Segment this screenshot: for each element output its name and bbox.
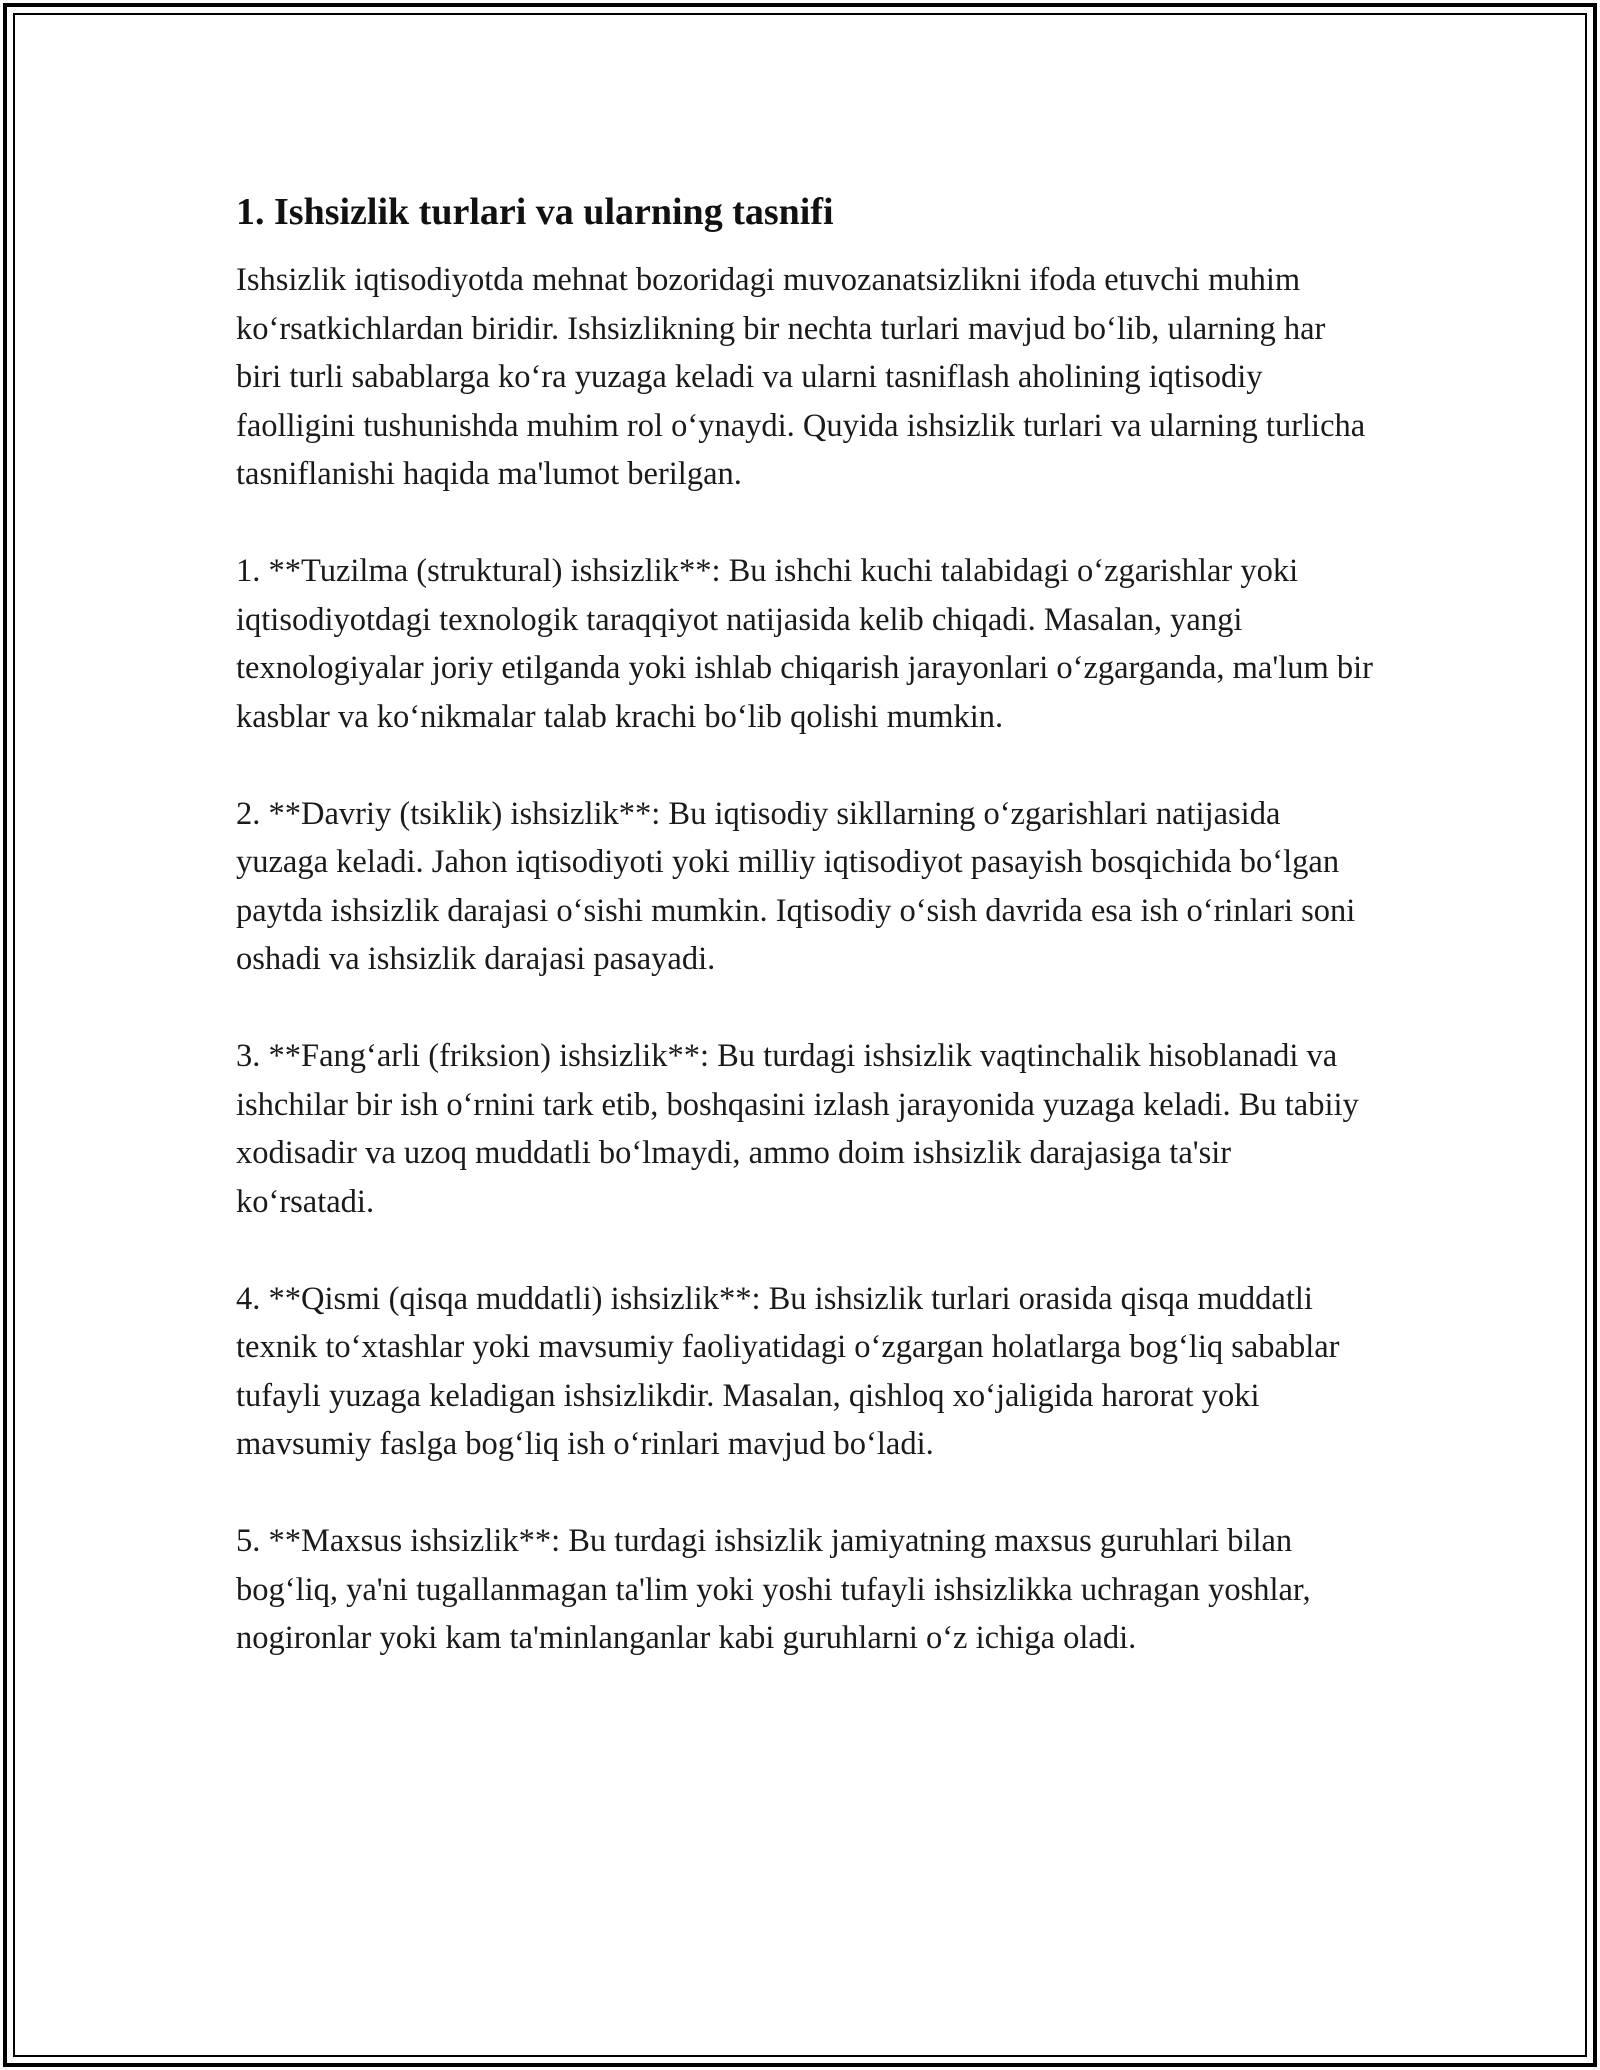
paragraph-cyclical: 2. **Davriy (tsiklik) ishsizlik**: Bu iqtisodiy sikllarning o‘zgarishlari natijasida yuzaga keladi. Jahon iqtisodiyoti yoki milliy iqtisodiyot pasayish bosqichida bo‘lgan paytda ishsizlik darajasi o‘sishi mumkin. Iqtisodiy o‘sish davrida esa ish o‘rinlari soni oshadi va ishsizlik darajasi pasayadi. bbox=[236, 795, 1356, 977]
document-body bbox=[236, 186, 1376, 1663]
document-title: 1. Ishsizlik turlari va ularning tasnifi bbox=[236, 191, 834, 233]
paragraph-frictional: 3. **Fang‘arli (friksion) ishsizlik**: Bu turdagi ishsizlik vaqtinchalik hisoblanadi va ishchilar bir ish o‘rnini tark etib, boshqasini izlash jarayonida yuzaga keladi. Bu tabiiy xodisadir va uzoq muddatli bo‘lmaydi, ammo doim ishsizlik darajasiga ta'sir ko‘rsatadi. bbox=[236, 1038, 1359, 1220]
paragraph-intro: Ishsizlik iqtisodiyotda mehnat bozoridagi muvozanatsizlikni ifoda etuvchi muhim ko‘rsatkichlardan biridir. Ishsizlikning bir nechta turlari mavjud bo‘lib, ularning har biri turli sabablarga ko‘ra yuzaga keladi va ularni tasniflash aholining iqtisodiy faolligini tushunishda muhim rol o‘ynaydi. Quyida ishsizlik turlari va ularning turlicha tasniflanishi haqida ma'lumot berilgan. bbox=[236, 262, 1366, 492]
paragraph-structural: 1. **Tuzilma (struktural) ishsizlik**: Bu ishchi kuchi talabidagi o‘zgarishlar yoki iqtisodiyotdagi texnologik taraqqiyot natijasida kelib chiqadi. Masalan, yangi texnologiyalar joriy etilganda yoki ishlab chiqarish jarayonlari o‘zgarganda, ma'lum bir kasblar va ko‘nikmalar talab krachi bo‘lib qolishi mumkin. bbox=[236, 553, 1373, 735]
paragraph-short-term: 4. **Qismi (qisqa muddatli) ishsizlik**: Bu ishsizlik turlari orasida qisqa muddatli texnik to‘xtashlar yoki mavsumiy faoliyatidagi o‘zgargan holatlarga bog‘liq sabablar tufayli yuzaga keladigan ishsizlikdir. Masalan, qishloq xo‘jaligida harorat yoki mavsumiy faslga bog‘liq ish o‘rinlari mavjud bo‘ladi. bbox=[236, 1280, 1340, 1462]
paragraph-special: 5. **Maxsus ishsizlik**: Bu turdagi ishsizlik jamiyatning maxsus guruhlari bilan bog‘liq, ya'ni tugallanmagan ta'lim yoki yoshi tufayli ishsizlikka uchragan yoshlar, nogironlar yoki kam ta'minlanganlar kabi guruhlarni o‘z ichiga oladi. bbox=[236, 1523, 1311, 1656]
